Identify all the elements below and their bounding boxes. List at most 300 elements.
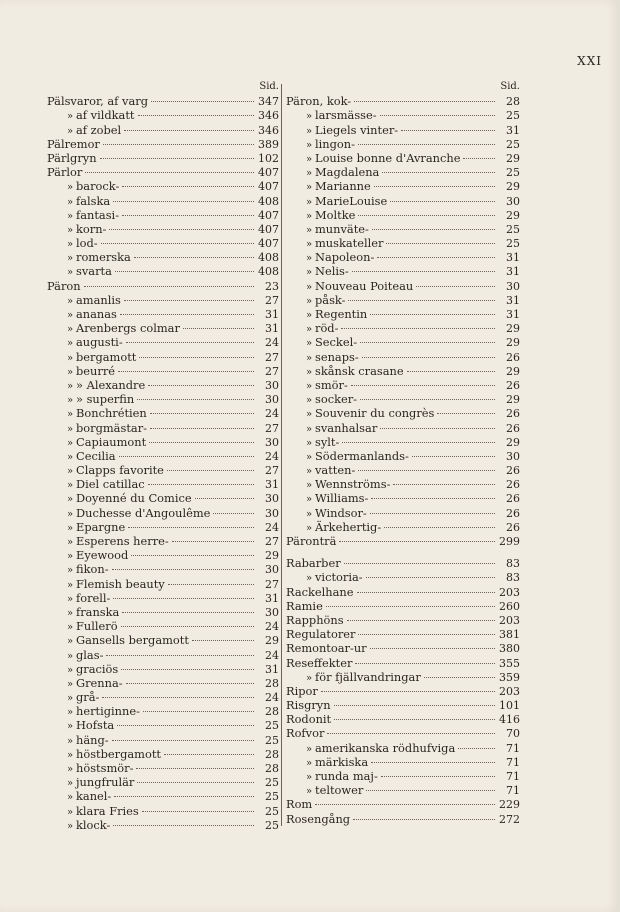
index-entry [47,633,279,647]
index-entry [47,378,279,392]
ditto-mark: » [66,607,74,619]
dot-leader [326,606,495,607]
dot-leader [100,158,254,159]
index-entry [47,747,279,761]
ditto-mark: » [305,310,313,321]
dot-leader [149,442,254,443]
dot-leader [195,498,254,499]
entry-page-number: 29 [265,634,279,648]
index-entry [47,506,279,520]
entry-page-number: 31 [265,478,279,492]
entry-page-number: 407 [258,237,279,251]
entry-page-number: 24 [265,449,279,463]
dot-leader [137,782,254,783]
entry-page-number: 272 [499,812,520,826]
ditto-mark: » [66,324,74,336]
index-entry [47,761,279,775]
index-entry [286,698,520,712]
entry-page-number: 30 [265,563,279,577]
entry-page-number: 26 [506,520,520,534]
dot-leader [344,563,495,564]
index-entry [47,350,279,364]
entry-page-number: 26 [506,421,520,435]
dot-leader [148,484,254,485]
ditto-mark: » [66,295,74,307]
dot-leader [118,371,254,372]
dot-leader [113,825,254,826]
dot-leader [121,626,254,627]
entry-term: borgmästar- [76,420,147,435]
entry-term: grå- [76,690,100,705]
entry-term: bergamott [76,349,137,364]
entry-page-number: 31 [506,293,520,307]
dot-leader [358,215,495,216]
index-entry [47,179,279,193]
entry-term: fantasi- [76,207,120,222]
ditto-mark: » [66,806,74,818]
index-entry [286,350,520,364]
index-entry [47,605,279,619]
entry-term: falska [76,193,111,208]
entry-term: Reseffekter [286,655,353,670]
index-entry [47,676,279,690]
index-entry [47,463,279,477]
entry-page-number: 203 [499,684,520,698]
page-column-header: Sid. [500,81,520,92]
entry-term: Diel catillac [76,477,145,492]
dot-leader [358,144,495,145]
ditto-mark: » [305,338,313,350]
entry-page-number: 26 [506,378,520,392]
entry-page-number: 25 [265,804,279,818]
entry-page-number: 30 [265,506,279,520]
index-entry [286,406,520,420]
entry-term: Grenna- [76,675,123,690]
entry-term: barock- [76,179,120,194]
entry-page-number: 30 [265,435,279,449]
dot-leader [139,357,254,358]
ditto-mark: » [305,786,313,798]
entry-page-number: 27 [265,293,279,307]
index-entry [47,662,279,676]
entry-page-number: 24 [265,648,279,662]
dot-leader [355,663,495,664]
ditto-mark: » [66,380,74,392]
entry-term: socker- [315,392,358,407]
entry-term: teltower [315,783,364,798]
ditto-mark: » [66,310,74,321]
dot-leader [148,385,254,386]
index-entry [286,123,520,137]
entry-page-number: 260 [499,599,520,613]
entry-page-number: 31 [506,251,520,265]
entry-term: jungfrulär [76,775,135,790]
index-entry [47,364,279,378]
index-entry [47,165,279,179]
entry-term: amanlis [76,292,121,307]
dot-leader [114,796,254,797]
index-entry [286,151,520,165]
entry-term: Marianne [315,179,371,194]
entry-page-number: 28 [265,762,279,775]
dot-leader [393,484,495,485]
entry-page-number: 29 [506,435,520,449]
dot-leader [381,776,495,777]
dot-leader [353,819,495,820]
entry-page-number: 102 [258,151,279,165]
index-entry [286,712,520,726]
index-entry [286,627,520,641]
ditto-mark: » [305,423,313,435]
entry-term: Epargne [76,519,126,534]
index-entry [286,194,520,208]
entry-term: höstsmör- [76,761,134,775]
index-column-left [47,80,279,832]
index-entry [47,421,279,435]
entry-term: amerikanska rödhufviga [315,740,456,755]
index-entry [47,335,279,349]
entry-term: klock- [76,817,111,832]
index-entry [286,250,520,264]
entry-term: Rackelhane [286,584,354,599]
entry-term: Hofsta [76,718,115,733]
entry-term: Ripor [286,683,318,698]
ditto-mark: » [305,224,313,236]
dot-leader [384,527,495,528]
dot-leader [371,762,495,763]
index-entry [47,648,279,662]
dot-leader [164,754,254,755]
ditto-mark: » [305,210,313,222]
entry-page-number: 346 [258,123,279,137]
page-column-header: Sid. [259,81,279,92]
entry-term: victoria- [315,570,363,585]
entry-term: » superfin [76,392,135,407]
entry-term: af vildkatt [76,108,135,123]
entry-page-number: 30 [265,378,279,392]
ditto-mark: » [305,466,313,478]
entry-page-number: 83 [506,571,520,585]
dot-leader [321,691,495,692]
dot-leader [134,257,254,258]
entry-term: Nelis- [315,264,349,279]
entry-page-number: 29 [506,208,520,222]
ditto-mark: » [66,267,74,279]
ditto-mark: » [305,573,313,585]
ditto-mark: » [305,437,313,449]
ditto-mark: » [66,239,74,251]
dot-leader [458,748,495,749]
index-entry [286,684,520,698]
entry-page-number: 346 [258,109,279,123]
index-entry [47,208,279,222]
entry-page-number: 29 [506,151,520,165]
dot-leader [117,725,254,726]
dot-leader [143,711,254,712]
ditto-mark: » [66,537,74,548]
dot-leader [126,342,254,343]
index-entry [47,123,279,137]
entry-page-number: 347 [258,95,279,109]
entry-term: Doyenné du Comice [76,491,192,506]
index-entry [47,151,279,165]
index-entry [286,769,520,783]
ditto-mark: » [66,423,74,435]
dot-leader [354,101,495,102]
index-entry [47,392,279,406]
index-entry [47,406,279,420]
dot-leader [112,740,254,741]
entry-term: graciös [76,661,119,676]
entry-term: Pärlor [47,165,83,180]
entry-term: Rofvor [286,726,325,741]
ditto-mark: » [66,395,74,407]
entry-term: klara Fries [76,803,139,818]
dot-leader [348,300,495,301]
entry-term: Napoleon- [315,250,375,265]
entry-page-number: 30 [265,492,279,506]
dot-leader [119,456,254,457]
ditto-mark: » [66,735,74,747]
entry-term: höstbergamott [76,746,161,761]
entry-term: Remontoar-ur [286,641,367,656]
index-entry [47,562,279,576]
index-entry [286,279,520,293]
dot-leader [366,577,495,578]
ditto-mark: » [305,743,313,755]
dot-leader [137,399,254,400]
index-entry [286,179,520,193]
dot-leader [106,655,254,656]
entry-term: Södermanlands- [315,448,409,463]
index-entry [47,321,279,335]
entry-term: Liegels vinter- [315,122,399,137]
entry-term: munväte- [315,221,369,236]
dot-leader [168,584,254,585]
ditto-mark: » [66,366,74,378]
index-entry [286,520,520,534]
dot-leader [370,648,495,649]
ditto-mark: » [305,522,313,534]
entry-page-number: 31 [506,123,520,137]
ditto-mark: » [66,466,74,478]
entry-term: svanhalsar [315,420,378,435]
index-entry [286,670,520,684]
dot-leader [342,442,495,443]
entry-term: korn- [76,221,107,236]
ditto-mark: » [305,380,313,392]
entry-page-number: 71 [506,784,520,798]
entry-page-number: 355 [499,656,520,670]
entry-term: Rodonit [286,712,332,727]
entry-page-number: 25 [506,222,520,236]
entry-term: Duchesse d'Angoulême [76,505,211,520]
dot-leader [122,215,254,216]
entry-page-number: 31 [265,662,279,676]
dot-leader [370,314,495,315]
dot-leader [85,172,254,173]
ditto-mark: » [305,451,313,463]
entry-term: larsmässe- [315,108,377,123]
index-entry [47,789,279,803]
ditto-mark: » [305,409,313,421]
ditto-mark: » [305,324,313,336]
index-entry [286,165,520,179]
ditto-mark: » [305,366,313,378]
index-entry [286,556,520,570]
index-entry [47,591,279,605]
index-entry [286,392,520,406]
ditto-mark: » [305,139,313,151]
index-entry [47,804,279,818]
entry-page-number: 71 [506,755,520,769]
entry-page-number: 25 [506,109,520,123]
entry-page-number: 25 [506,137,520,151]
index-entry [286,222,520,236]
entry-page-number: 27 [265,364,279,378]
ditto-mark: » [66,494,74,506]
index-entry [47,690,279,704]
entry-term: häng- [76,732,109,747]
entry-page-number: 28 [506,95,520,109]
index-entry [47,818,279,832]
index-entry [47,718,279,732]
index-entry [286,264,520,278]
ditto-mark: » [66,125,74,137]
entry-page-number: 229 [499,798,520,812]
index-entry [286,208,520,222]
entry-page-number: 407 [258,180,279,194]
dot-leader [122,612,254,613]
dot-leader [113,201,254,202]
dot-leader [128,527,254,528]
ditto-mark: » [305,239,313,251]
entry-page-number: 389 [258,137,279,151]
ditto-mark: » [305,168,313,180]
dot-leader [377,257,495,258]
dot-leader [366,790,495,791]
index-entry [47,619,279,633]
dot-leader [334,719,495,720]
dot-leader [150,428,254,429]
ditto-mark: » [305,757,313,769]
index-entry [286,726,520,740]
index-entry [47,548,279,562]
entry-term: Nouveau Poiteau [315,278,414,293]
index-entry [286,656,520,670]
entry-term: Päron [47,278,81,293]
entry-term: svarta [76,264,112,279]
index-entry [286,506,520,520]
index-entry [286,641,520,655]
index-entry [47,534,279,548]
ditto-mark: » [305,395,313,407]
entry-term: Wennströms- [315,477,391,492]
ditto-mark: » [66,522,74,534]
ditto-mark: » [66,437,74,449]
column-divider [281,84,282,826]
ditto-mark: » [66,579,74,591]
dot-leader [167,470,254,471]
index-entry [47,491,279,505]
dot-leader [339,541,495,542]
index-entry [47,137,279,151]
entry-page-number: 27 [265,464,279,478]
ditto-mark: » [305,672,313,684]
entry-term: af zobel [76,122,122,137]
index-entry [47,733,279,747]
index-entry [286,293,520,307]
entry-page-number: 26 [506,407,520,421]
entry-term: Päron, kok- [286,94,352,109]
ditto-mark: » [66,551,74,563]
ditto-mark: » [66,224,74,236]
entry-term: Windsor- [315,505,367,520]
entry-page-number: 29 [265,549,279,563]
ditto-mark: » [66,749,74,761]
entry-term: Pälremor [47,136,100,151]
index-entry [286,599,520,613]
entry-term: påsk- [315,292,346,307]
dot-leader [407,371,495,372]
dot-leader [386,243,495,244]
entry-term: ananas [76,307,117,321]
index-entry [286,449,520,463]
ditto-mark: » [66,792,74,804]
dot-leader [213,513,254,514]
ditto-mark: » [66,678,74,690]
entry-term: hertiginne- [76,704,140,719]
entry-term: Gansells bergamott [76,633,189,648]
entry-term: Päronträ [286,534,337,548]
entry-page-number: 28 [265,705,279,719]
entry-page-number: 29 [506,322,520,336]
ditto-mark: » [66,820,74,832]
index-entry [47,307,279,321]
entry-term: Williams- [315,491,369,506]
entry-term: Pälsvaror, af varg [47,94,148,109]
entry-term: » Alexandre [76,377,146,392]
index-entry [47,477,279,491]
entry-page-number: 24 [265,691,279,705]
ditto-mark: » [66,480,74,492]
entry-term: Esperens herre- [76,534,169,548]
ditto-mark: » [66,764,74,775]
entry-page-number: 408 [258,194,279,208]
entry-page-number: 71 [506,741,520,755]
entry-term: Fullerö [76,619,118,634]
dot-leader [112,569,254,570]
index-entry [286,307,520,321]
entry-page-number: 27 [265,535,279,548]
entry-term: Magdalena [315,165,380,180]
entry-page-number: 25 [265,776,279,790]
entry-term: fikon- [76,562,109,577]
ditto-mark: » [66,778,74,790]
ditto-mark: » [305,480,313,492]
ditto-mark: » [66,451,74,463]
page-number: XXI [577,54,602,68]
index-entry [286,321,520,335]
ditto-mark: » [305,196,313,208]
entry-page-number: 27 [265,421,279,435]
ditto-mark: » [305,772,313,783]
dot-leader [138,115,255,116]
dot-leader [84,286,254,287]
dot-leader [463,158,495,159]
ditto-mark: » [305,182,313,194]
entry-page-number: 203 [499,613,520,627]
